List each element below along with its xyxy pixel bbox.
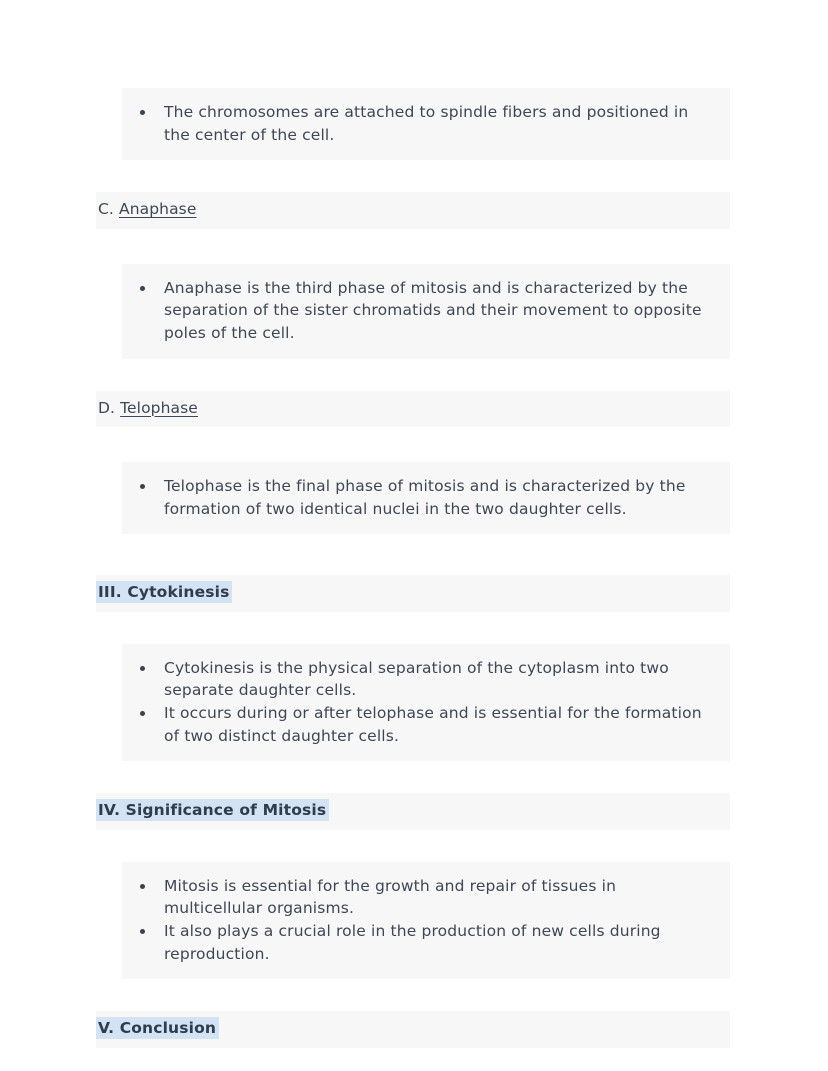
list-item: It occurs during or after telophase and is essential for the formation of two distinct daughter cells. bbox=[138, 702, 714, 747]
cytokinesis-bullet-list bbox=[138, 657, 714, 748]
spacer bbox=[0, 427, 828, 462]
heading-marker: C. bbox=[98, 200, 119, 219]
spacer bbox=[0, 830, 828, 862]
significance-bullet-list bbox=[138, 875, 714, 966]
heading-cytokinesis bbox=[96, 575, 730, 611]
list-item: Cytokinesis is the physical separation of the cytoplasm into two separate daughter cells. bbox=[138, 657, 714, 702]
heading-anaphase bbox=[96, 192, 730, 228]
telophase-bullet-list bbox=[138, 475, 714, 520]
spacer bbox=[0, 761, 828, 793]
list-item: Mitosis is essential for the growth and repair of tissues in multicellular organisms. bbox=[138, 875, 714, 920]
spacer bbox=[0, 534, 828, 575]
spacer bbox=[0, 229, 828, 264]
telophase-bullet-block bbox=[122, 462, 730, 534]
anaphase-bullet-list bbox=[138, 277, 714, 345]
heading-marker: D. bbox=[98, 398, 121, 417]
spacer bbox=[0, 979, 828, 1011]
heading-text: IV. Significance of Mitosis bbox=[96, 799, 329, 821]
metaphase-bullet-list bbox=[138, 101, 714, 146]
spacer bbox=[0, 359, 828, 391]
spacer bbox=[0, 612, 828, 644]
anaphase-bullet-block bbox=[122, 264, 730, 359]
metaphase-bullet-block bbox=[122, 88, 730, 160]
cytokinesis-bullet-block bbox=[122, 644, 730, 762]
heading-telophase bbox=[96, 391, 730, 427]
heading-term: Anaphase bbox=[118, 200, 197, 219]
spacer bbox=[0, 160, 828, 192]
list-item: Telophase is the final phase of mitosis and is characterized by the formation of two identical nuclei in the two daughter cells. bbox=[138, 475, 714, 520]
significance-bullet-block bbox=[122, 862, 730, 980]
heading-conclusion bbox=[96, 1011, 730, 1047]
list-item: The chromosomes are attached to spindle fibers and positioned in the center of the cell. bbox=[138, 101, 714, 146]
heading-term: Telophase bbox=[120, 398, 198, 417]
heading-significance-of-mitosis bbox=[96, 793, 730, 829]
heading-text: III. Cytokinesis bbox=[96, 581, 232, 603]
document-body bbox=[0, 88, 828, 1048]
heading-text: V. Conclusion bbox=[96, 1017, 219, 1039]
list-item: It also plays a crucial role in the production of new cells during reproduction. bbox=[138, 920, 714, 965]
list-item: Anaphase is the third phase of mitosis and is characterized by the separation of the sister chromatids and their movement to opposite poles of the cell. bbox=[138, 277, 714, 345]
